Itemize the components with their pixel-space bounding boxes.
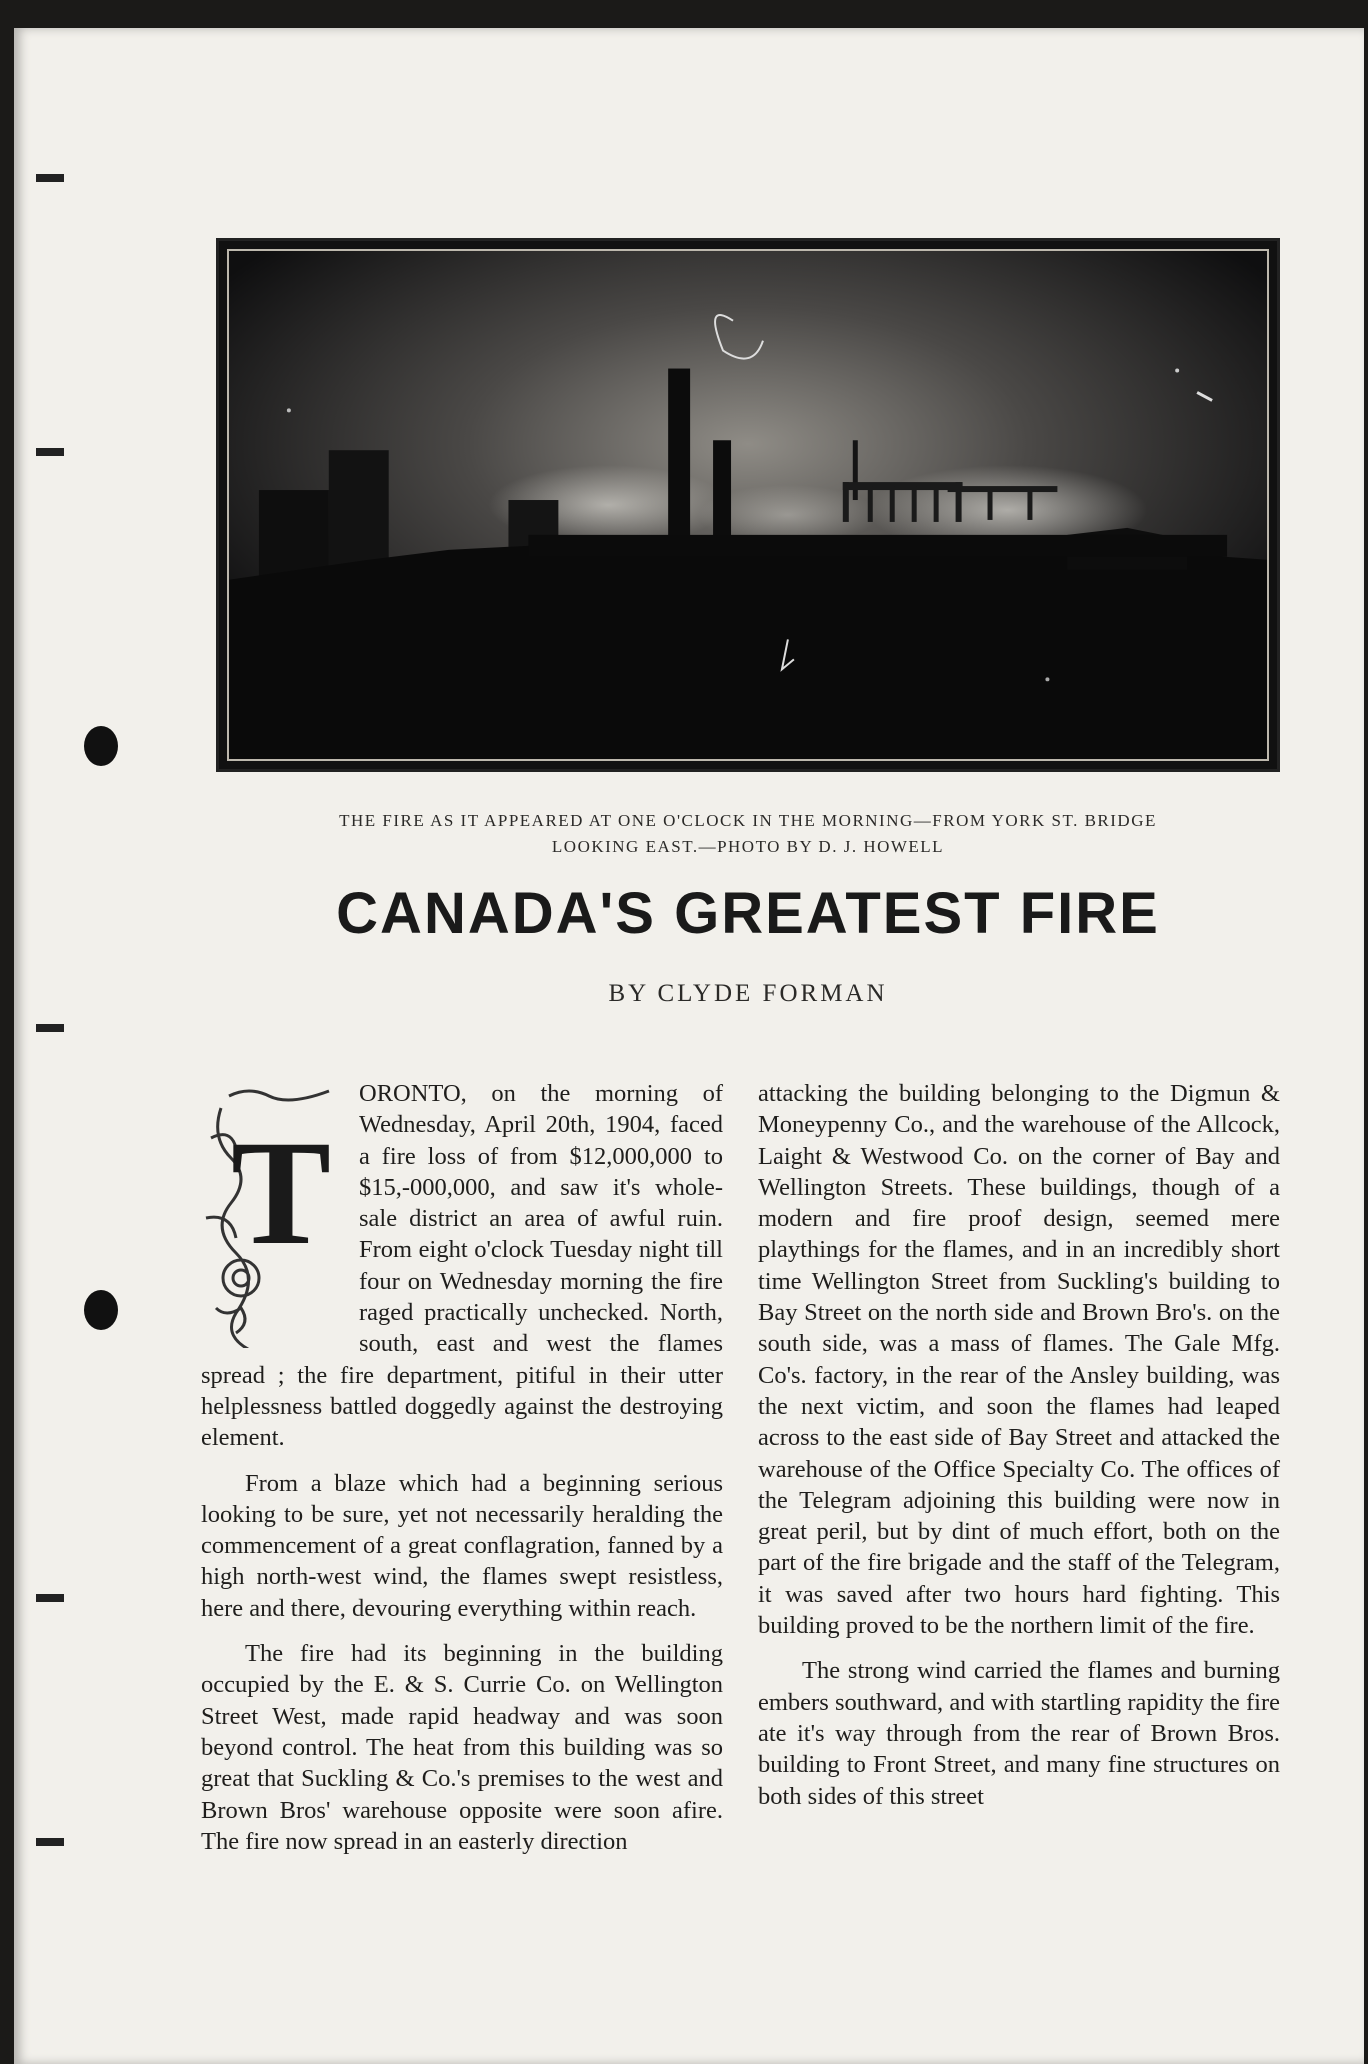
binding-hole <box>84 1290 118 1330</box>
ornamental-dropcap <box>201 1078 349 1348</box>
paragraph: ORONTO, on the morning of Wednesday, April 20th, 1904, faced a fire loss of from $12,000,000 to $15,-000,000, and saw it's whole-sale district an area of awful ruin. From eight o'clock Tuesday night till four on Wednesday morning the fire raged practically unchecked. North, south, east and west the flames spread ; the fire department, pitiful in their utter helplessness battled doggedly against the destroying element. <box>201 1080 723 1452</box>
article-title: CANADA'S GREATEST FIRE <box>336 881 1160 946</box>
paragraph: The strong wind carried the flames and burning embers southward, and with startling rapidity the fire ate it's way through from the rear of Brown Bros. building to Front Street, and many fine structures on both sides of this street <box>758 1657 1280 1810</box>
binding-mark <box>36 1838 64 1846</box>
paragraph: From a blaze which had a beginning serious looking to be sure, yet not necessarily heralding the commencement of a great conflagration, fanned by a high north-west wind, the flames swept resistless, here and there, devouring everything within reach. <box>201 1469 723 1622</box>
night-fire-skyline-image <box>229 251 1267 759</box>
magazine-page <box>14 28 1364 2064</box>
fire-photograph <box>216 238 1280 772</box>
article-byline: BY CLYDE FORMAN <box>608 980 888 1007</box>
binding-hole <box>84 726 118 766</box>
binding-mark <box>36 448 64 456</box>
right-column <box>758 1078 1280 1826</box>
binding-mark <box>36 1024 64 1032</box>
paragraph: attacking the building belonging to the Digmun & Moneypenny Co., and the warehouse of the Allcock, Laight & Westwood Co. on the corner of Bay and Wellington Streets. These buildings, though of a modern and fire proof design, seemed mere playthings for the flames, and in an incredibly short time Wellington Street from Suckling's building to Bay Street on the north side and Brown Bro's. on the south side, was a mass of flames. The Gale Mfg. Co's. factory, in the rear of the Ansley building, was the next victim, and soon the flames had leaped across to the east side of Bay Street and attacked the warehouse of the Office Specialty Co. The offices of the Telegram adjoining this building were now in great peril, but by dint of much effort, both on the part of the fire brigade and the staff of the Telegram, it was saved after two hours hard fighting. This building proved to be the northern limit of the fire. <box>758 1080 1280 1640</box>
caption-line-2: LOOKING EAST.—PHOTO BY D. J. HOWELL <box>551 837 945 856</box>
binding-mark <box>36 1594 64 1602</box>
paragraph: The fire had its beginning in the building occupied by the E. & S. Currie Co. on Wellington Street West, made rapid headway and was soon beyond control. The heat from this building was so great that Suckling & Co.'s premises to the west and Brown Bros' warehouse opposite were soon afire. The fire now spread in an easterly direction <box>201 1640 723 1855</box>
photo-caption <box>216 808 1280 860</box>
caption-line-1: THE FIRE AS IT APPEARED AT ONE O'CLOCK IN THE MORNING—FROM YORK ST. BRIDGE <box>339 811 1157 830</box>
dropcap-letter: T <box>231 1110 332 1276</box>
binding-mark <box>36 174 64 182</box>
left-column <box>201 1078 723 1871</box>
